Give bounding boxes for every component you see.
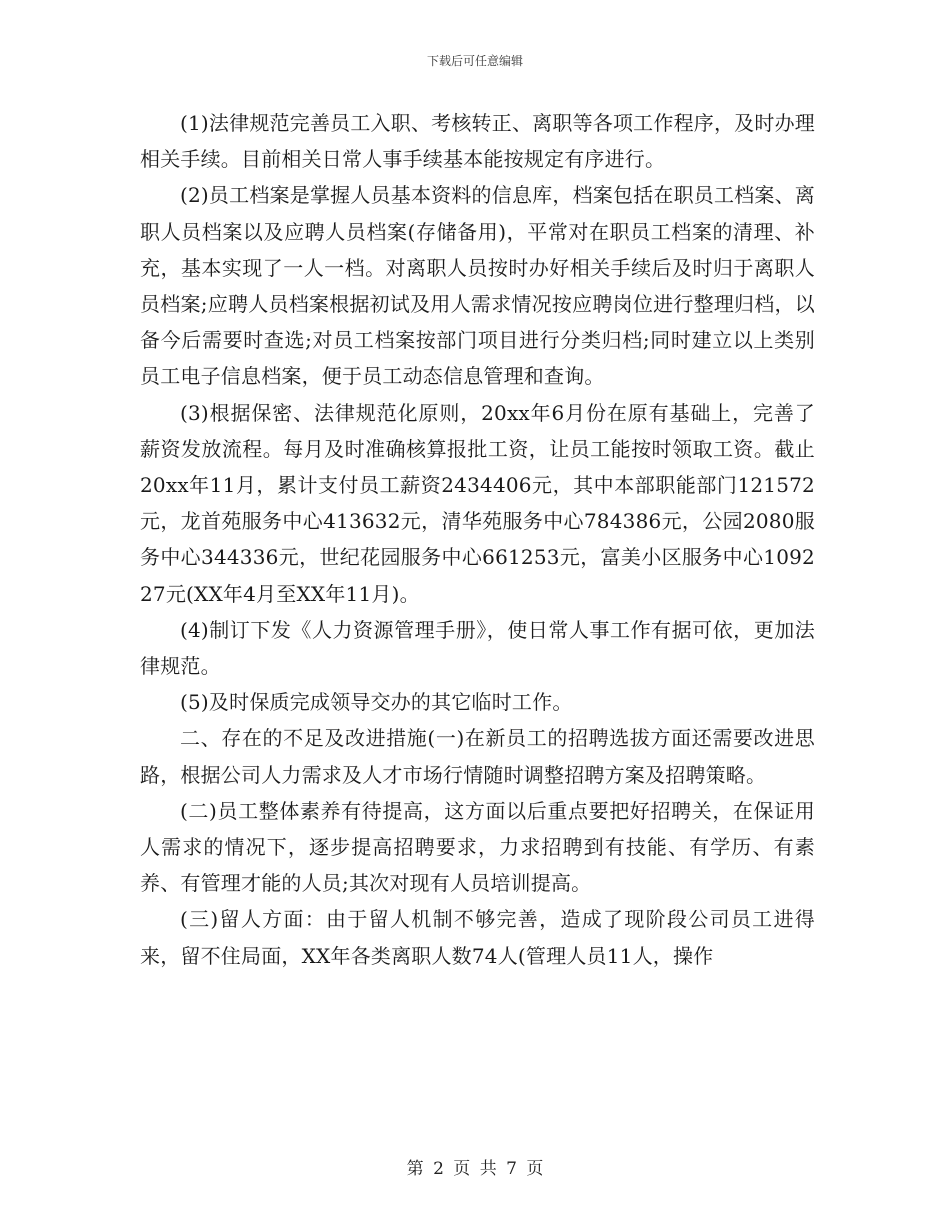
page-header-note: 下载后可任意编辑	[426, 54, 523, 68]
page-number: 第 2 页 共 7 页	[406, 1159, 544, 1179]
paragraph-2: (2)员工档案是掌握人员基本资料的信息库，档案包括在职员工档案、离职人员档案以及应聘人员档案(存储备用)，平常对在职员工档案的清理、补充，基本实现了一人一档。对离职人员按时办好相关手续后及时归于离职人员档案;应聘人员档案根据初试及用人需求情况按应聘岗位进行整理归档，以备今后需要时查选;对员工档案按部门项目进行分类归档;同时建立以上类别员工电子信息档案，便于员工动态信息管理和查询。	[140, 183, 815, 389]
paragraph-8: (三)留人方面：由于留人机制不够完善，造成了现阶段公司员工进得来，留不住局面，XX年各类离职人数74人(管理人员11人，操作	[140, 907, 815, 968]
paragraph-3: (3)根据保密、法律规范化原则，20xx年6月份在原有基础上，完善了薪资发放流程。每月及时准确核算报批工资，让员工能按时领取工资。截止20xx年11月，累计支付员工薪资2434406元，其中本部职能部门121572元，龙首苑服务中心413632元，清华苑服务中心784386元，公园2080服务中心344336元，世纪花园服务中心661253元，富美小区服务中心109227元(XX年4月至XX年11月)。	[140, 400, 815, 606]
paragraph-1: (1)法律规范完善员工入职、考核转正、离职等各项工作程序，及时办理相关手续。目前相关日常人事手续基本能按规定有序进行。	[140, 111, 815, 172]
paragraph-5: (5)及时保质完成领导交办的其它临时工作。	[180, 690, 573, 715]
paragraph-6: 二、存在的不足及改进措施(一)在新员工的招聘选拔方面还需要改进思路，根据公司人力需求及人才市场行情随时调整招聘方案及招聘策略。	[140, 726, 815, 787]
document-body	[140, 105, 815, 974]
paragraph-4: (4)制订下发《人力资源管理手册》，使日常人事工作有据可依，更加法律规范。	[140, 617, 815, 679]
paragraph-7: (二)员工整体素养有待提高，这方面以后重点要把好招聘关，在保证用人需求的情况下，逐步提高招聘要求，力求招聘到有技能、有学历、有素养、有管理才能的人员;其次对现有人员培训提高。	[140, 798, 815, 896]
